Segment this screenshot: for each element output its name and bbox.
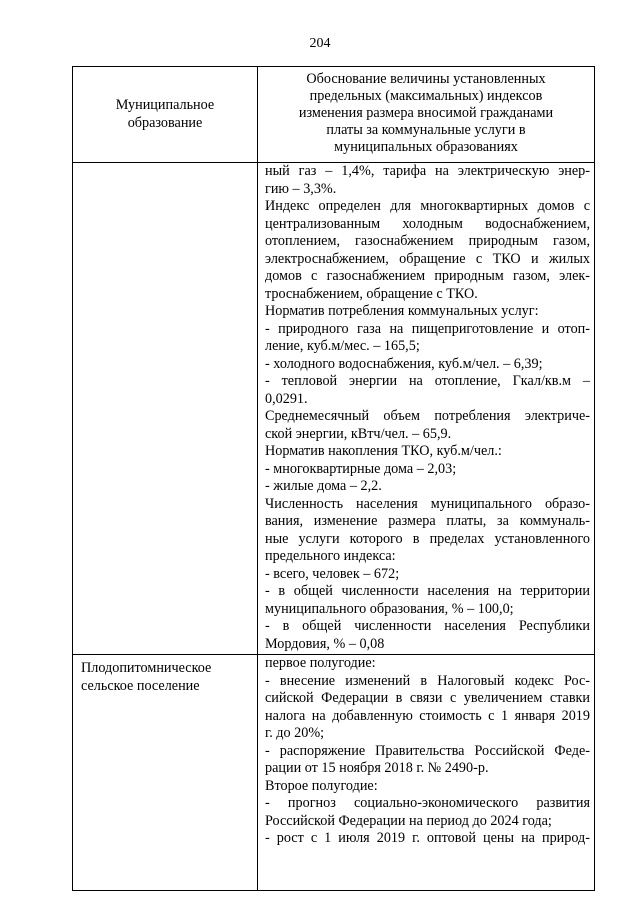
header-justification bbox=[258, 67, 595, 163]
municipality-cell bbox=[73, 163, 258, 655]
text-line: г. до 20%; bbox=[265, 725, 325, 741]
text-line: централизованным холодным водоснабжением, bbox=[265, 215, 590, 232]
text-line: Индекс определен для многоквартирных домов с bbox=[265, 198, 590, 214]
header-justification-line: муниципальных образованиях bbox=[334, 139, 518, 155]
text-line: Мордовия, % – 0,08 bbox=[265, 635, 385, 652]
text-line: - внесение изменений в Налоговый кодекс Рос- bbox=[265, 672, 590, 689]
text-line: - в общей численности населения Республики bbox=[265, 618, 590, 634]
municipality-name-line: сельское поселение bbox=[81, 677, 200, 694]
text-line: гию – 3,3%. bbox=[265, 180, 337, 197]
text-line: - природного газа на пищеприготовление и отоп- bbox=[265, 320, 590, 337]
text-line: - распоряжение Правительства Российской Феде- bbox=[265, 742, 590, 759]
text-line: 0,0291. bbox=[265, 390, 308, 407]
text-line: налога на добавленную стоимость с 1 января 2019 bbox=[265, 707, 590, 724]
page-number: 204 bbox=[309, 36, 331, 51]
indices-table bbox=[72, 66, 595, 891]
text-line: ные услуги которого в пределах установленного bbox=[265, 530, 590, 547]
header-municipality-line: Муниципальное bbox=[115, 97, 215, 113]
text-line: предельного индекса: bbox=[265, 548, 396, 564]
text-line: ской энергии, кВтч/чел. – 65,9. bbox=[265, 425, 452, 442]
text-line: вания, изменение размера платы, за коммуналь- bbox=[265, 513, 590, 529]
text-line: - в общей численности населения на территории bbox=[265, 583, 590, 599]
text-line: Норматив накопления ТКО, куб.м/чел.: bbox=[265, 443, 502, 459]
text-line: Норматив потребления коммунальных услуг: bbox=[265, 303, 539, 319]
text-line: - жилые дома – 2,2. bbox=[265, 478, 382, 494]
text-line: отоплением, газоснабжением природным газом, bbox=[265, 233, 590, 249]
justification-cell bbox=[258, 163, 595, 655]
text-line: Численность населения муниципального образо- bbox=[265, 495, 590, 512]
text-line: Российской Федерации на период до 2024 года; bbox=[265, 812, 552, 829]
text-line: - тепловой энергии на отопление, Гкал/кв.м – bbox=[265, 373, 590, 389]
header-justification-line: Обоснование величины установленных bbox=[306, 71, 546, 87]
municipality-cell bbox=[73, 655, 258, 891]
header-justification-line: предельных (максимальных) индексов bbox=[309, 88, 543, 104]
header-municipality-line: образование bbox=[127, 114, 203, 131]
header-justification-line: изменения размера вносимой гражданами bbox=[298, 105, 554, 121]
text-line: сийской Федерации в связи с увеличением ставки bbox=[265, 690, 590, 706]
justification-cell bbox=[258, 655, 595, 891]
text-line: - всего, человек – 672; bbox=[265, 565, 400, 582]
municipality-name-line: Плодопитомническое bbox=[81, 660, 212, 676]
text-line: Среднемесячный объем потребления электриче- bbox=[265, 408, 590, 424]
text-line: электроснабжением, обращение с ТКО и жилых bbox=[265, 250, 590, 267]
text-line: первое полугодие: bbox=[265, 655, 376, 671]
header-municipality bbox=[73, 67, 258, 163]
text-line: ный газ – 1,4%, тарифа на электрическую энер- bbox=[265, 163, 590, 179]
text-line: - многоквартирные дома – 2,03; bbox=[265, 460, 457, 477]
table-row bbox=[73, 163, 595, 655]
table-row bbox=[73, 655, 595, 891]
text-line: домов с газоснабжением природным газом, элек- bbox=[265, 268, 590, 284]
text-line: - прогноз социально-экономического развития bbox=[265, 795, 590, 811]
table-header-row bbox=[73, 67, 595, 163]
text-line: - холодного водоснабжения, куб.м/чел. – 6,39; bbox=[265, 355, 543, 372]
header-justification-line: платы за коммунальные услуги в bbox=[326, 122, 526, 138]
text-line: Второе полугодие: bbox=[265, 777, 378, 794]
text-line: троснабжением, обращение с ТКО. bbox=[265, 285, 478, 302]
text-line: муниципального образования, % – 100,0; bbox=[265, 600, 514, 617]
text-line: - рост с 1 июля 2019 г. оптовой цены на природ- bbox=[265, 830, 590, 846]
text-line: ление, куб.м/мес. – 165,5; bbox=[265, 338, 420, 354]
text-line: рации от 15 ноября 2018 г. № 2490-р. bbox=[265, 760, 489, 776]
